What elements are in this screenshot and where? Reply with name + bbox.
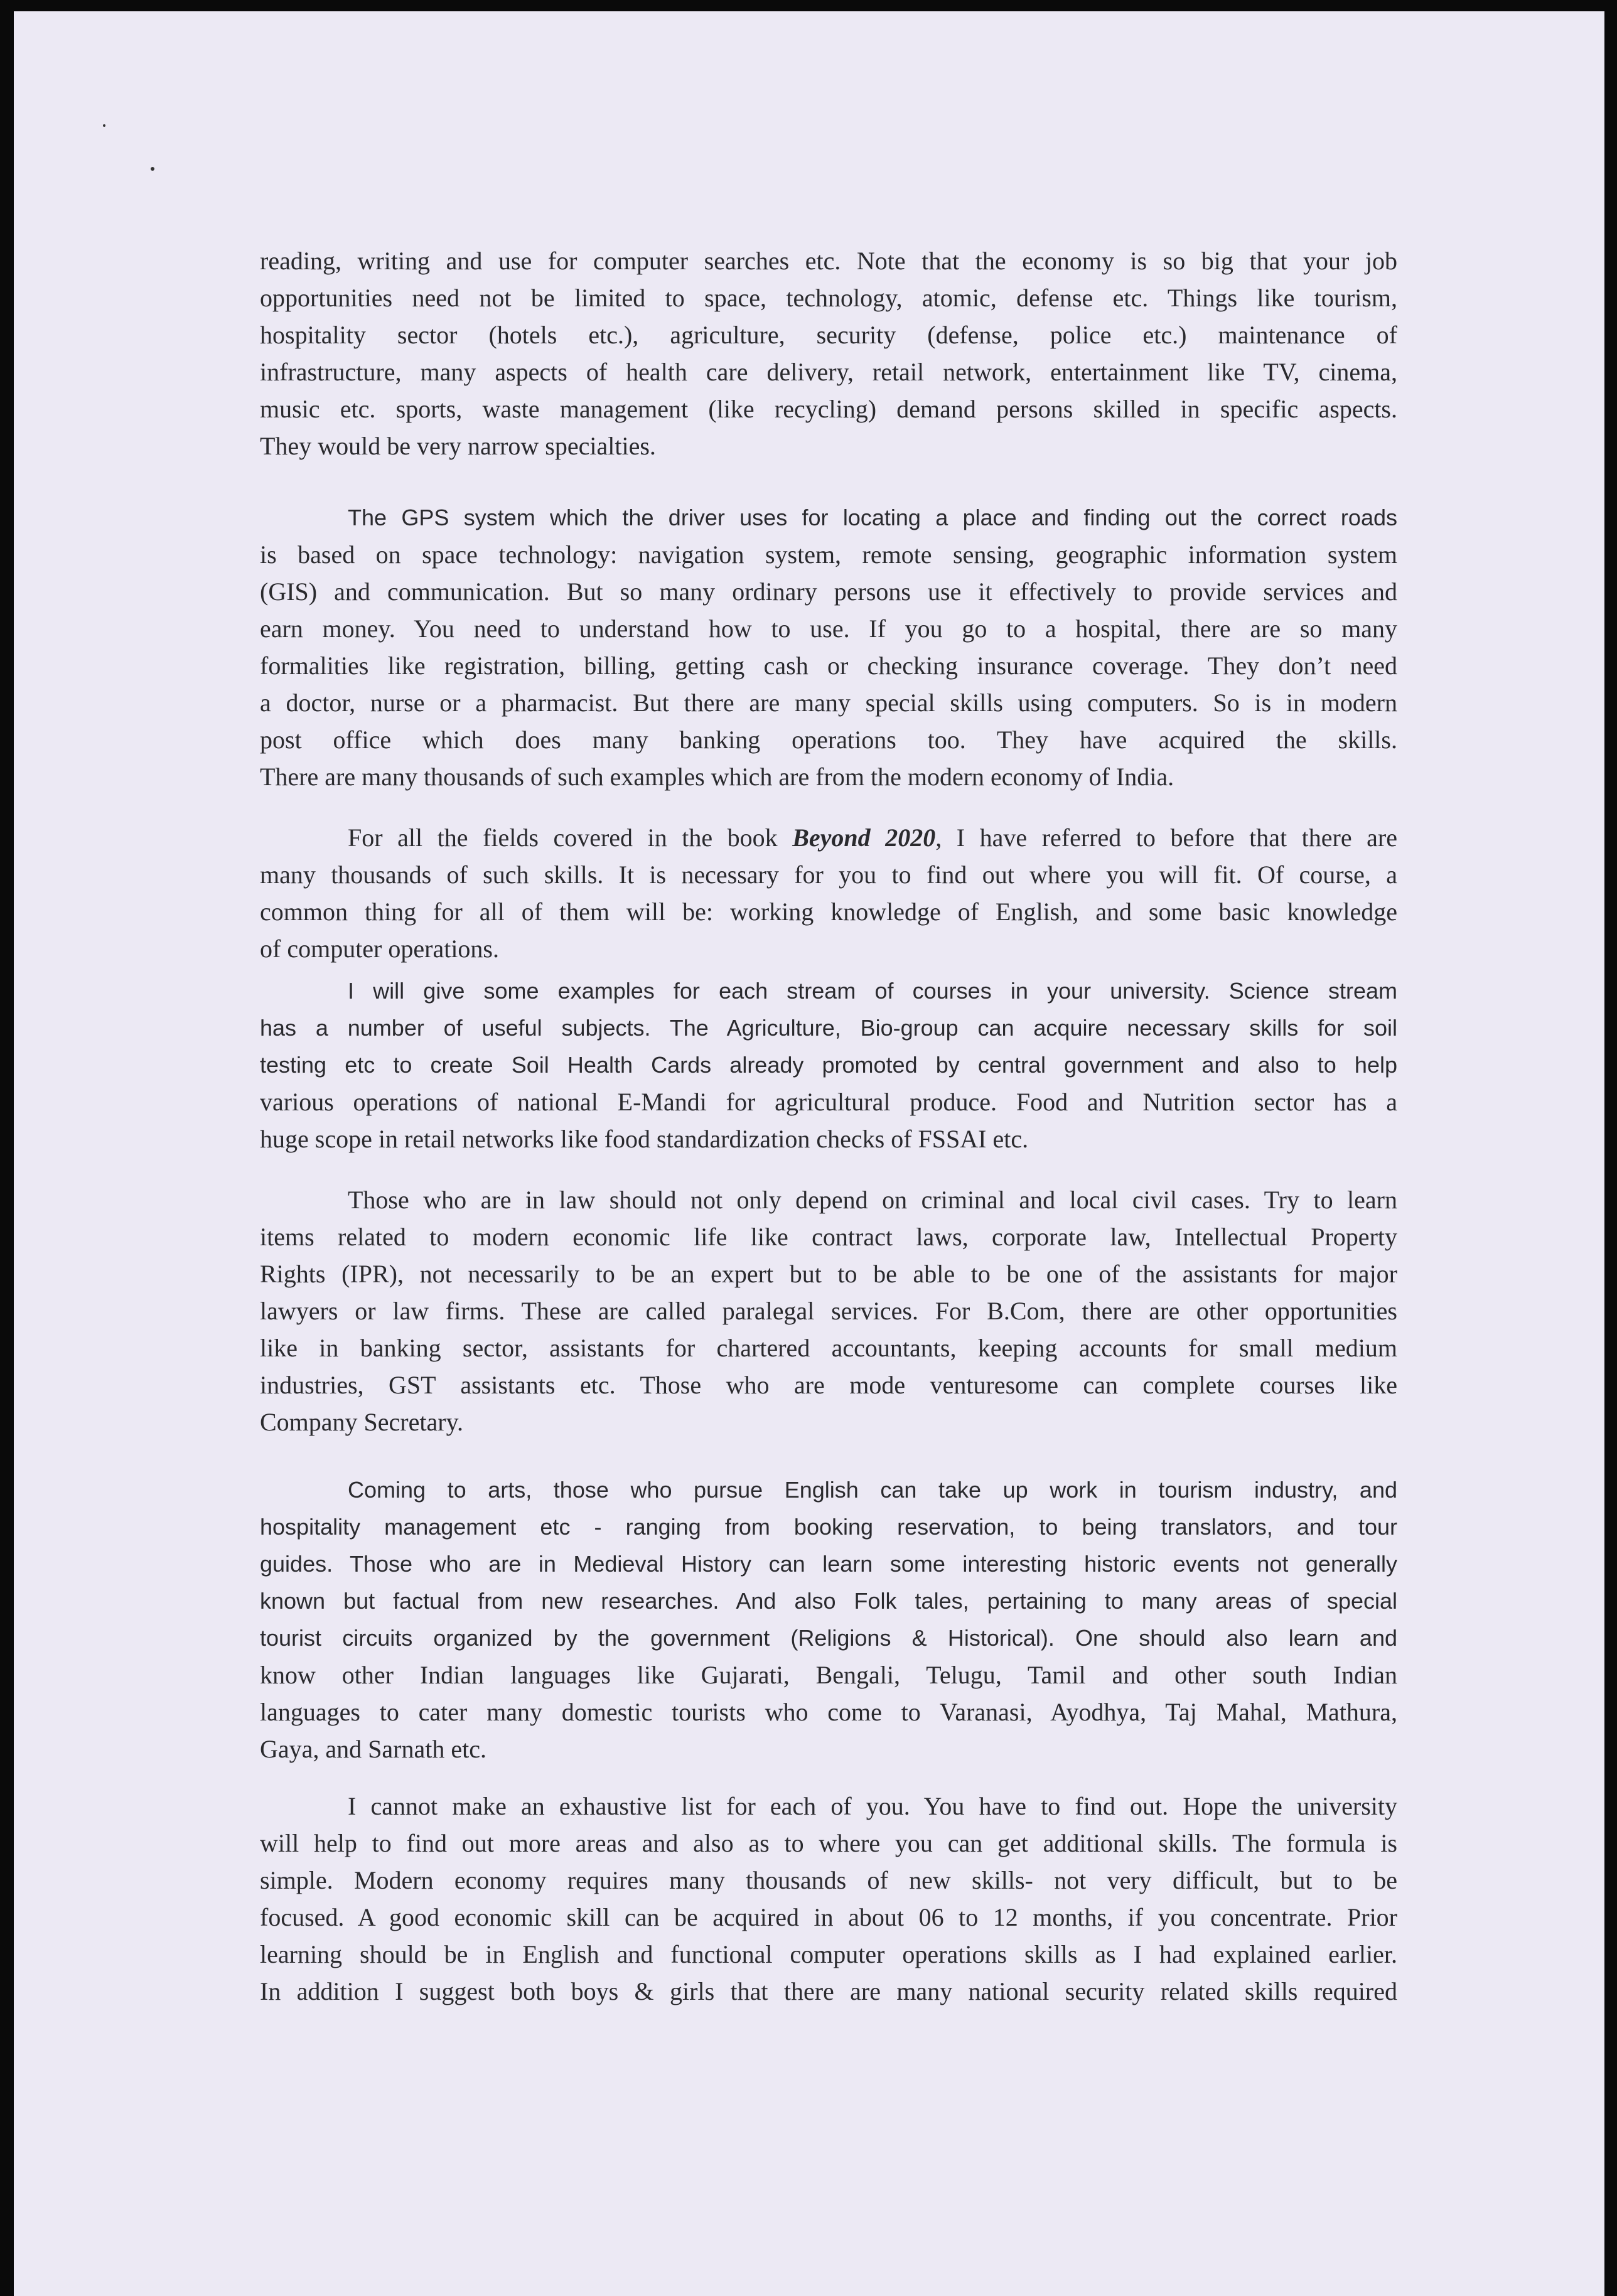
- text-line: They would be very narrow specialties.: [260, 432, 656, 460]
- text-line: items related to modern economic life like contract laws, corporate law, Intellectual Property: [260, 1223, 1397, 1251]
- text-line: focused. A good economic skill can be acquired in about 06 to 12 months, if you concentrate. Prior: [260, 1903, 1397, 1931]
- text-line: earn money. You need to understand how to use. If you go to a hospital, there are so many: [260, 614, 1397, 643]
- text-line: testing etc to create Soil Health Cards already promoted by central government and also to help: [260, 1052, 1397, 1078]
- text-line: common thing for all of them will be: working knowledge of English, and some basic knowledge: [260, 898, 1397, 926]
- text-fragment: For all the fields covered in the book: [348, 823, 793, 852]
- text-fragment: , I have referred to before that there are: [935, 823, 1397, 852]
- text-line: I cannot make an exhaustive list for each of you. You have to find out. Hope the university: [348, 1792, 1397, 1820]
- text-line: many thousands of such skills. It is necessary for you to find out where you will fit. Of course, a: [260, 861, 1397, 889]
- text-line: (GIS) and communication. But so many ordinary persons use it effectively to provide services and: [260, 577, 1397, 606]
- text-line: tourist circuits organized by the government (Religions & Historical). One should also learn and: [260, 1625, 1397, 1651]
- text-line: Those who are in law should not only depend on criminal and local civil cases. Try to learn: [348, 1186, 1397, 1214]
- text-line: infrastructure, many aspects of health care delivery, retail network, entertainment like TV, cinema,: [260, 358, 1397, 386]
- text-line: will help to find out more areas and also as to where you can get additional skills. The formula is: [260, 1829, 1397, 1857]
- text-line: hospitality sector (hotels etc.), agriculture, security (defense, police etc.) maintenance of: [260, 321, 1397, 349]
- text-line: Rights (IPR), not necessarily to be an expert but to be able to be one of the assistants for major: [260, 1260, 1397, 1288]
- text-line: reading, writing and use for computer searches etc. Note that the economy is so big that your job: [260, 247, 1397, 275]
- text-line: hospitality management etc - ranging from booking reservation, to being translators, and tour: [260, 1514, 1397, 1540]
- text-line: languages to cater many domestic tourists who come to Varanasi, Ayodhya, Taj Mahal, Mathura,: [260, 1698, 1397, 1726]
- paragraph-p6: [260, 1788, 1397, 2010]
- text-line: There are many thousands of such examples which are from the modern economy of India.: [260, 763, 1174, 791]
- text-line: know other Indian languages like Gujarati, Bengali, Telugu, Tamil and other south Indian: [260, 1661, 1397, 1689]
- text-line: is based on space technology: navigation system, remote sensing, geographic information system: [260, 540, 1397, 569]
- text-line: Coming to arts, those who pursue English can take up work in tourism industry, and: [348, 1477, 1397, 1503]
- text-line: formalities like registration, billing, getting cash or checking insurance coverage. They don’t need: [260, 652, 1397, 680]
- text-line: Gaya, and Sarnath etc.: [260, 1735, 486, 1763]
- text-line: like in banking sector, assistants for chartered accountants, keeping accounts for small medium: [260, 1334, 1397, 1362]
- book-title: Beyond 2020: [792, 823, 936, 852]
- text-line: The GPS system which the driver uses for locating a place and finding out the correct roads: [348, 505, 1397, 530]
- text-line: In addition I suggest both boys & girls that there are many national security related skills required: [260, 1977, 1397, 2005]
- text-line: has a number of useful subjects. The Agriculture, Bio-group can acquire necessary skills for soil: [260, 1015, 1397, 1041]
- paragraph-p2: [260, 499, 1397, 795]
- text-line: lawyers or law firms. These are called paralegal services. For B.Com, there are other opportunities: [260, 1297, 1397, 1325]
- text-line: guides. Those who are in Medieval History can learn some interesting historic events not generally: [260, 1551, 1397, 1577]
- text-line: huge scope in retail networks like food standardization checks of FSSAI etc.: [260, 1125, 1029, 1153]
- paragraph-p4: [260, 1181, 1397, 1440]
- text-line: simple. Modern economy requires many thousands of new skills- not very difficult, but to be: [260, 1866, 1397, 1894]
- text-line: music etc. sports, waste management (like recycling) demand persons skilled in specific aspects.: [260, 395, 1397, 423]
- paragraph-p3b: [260, 972, 1397, 1157]
- text-line: a doctor, nurse or a pharmacist. But there are many special skills using computers. So is in modern: [260, 689, 1397, 717]
- text-line: opportunities need not be limited to space, technology, atomic, defense etc. Things like tourism,: [260, 284, 1397, 312]
- text-line: known but factual from new researches. And also Folk tales, pertaining to many areas of special: [260, 1588, 1397, 1614]
- paragraph-p3: [260, 819, 1397, 967]
- text-line: various operations of national E-Mandi for agricultural produce. Food and Nutrition sector has a: [260, 1088, 1397, 1116]
- text-line: I will give some examples for each stream of courses in your university. Science stream: [348, 978, 1397, 1004]
- paragraph-p5: [260, 1471, 1397, 1768]
- text-line: learning should be in English and functional computer operations skills as I had explained earlier.: [260, 1940, 1397, 1968]
- speck-mark: [151, 167, 154, 171]
- text-line: post office which does many banking operations too. They have acquired the skills.: [260, 726, 1397, 754]
- text-line: [260, 819, 1397, 856]
- text-line: industries, GST assistants etc. Those who are mode venturesome can complete courses like: [260, 1371, 1397, 1399]
- text-line: Company Secretary.: [260, 1408, 463, 1436]
- speck-mark: [103, 124, 105, 127]
- paragraph-p1: [260, 242, 1397, 464]
- text-line: of computer operations.: [260, 935, 499, 963]
